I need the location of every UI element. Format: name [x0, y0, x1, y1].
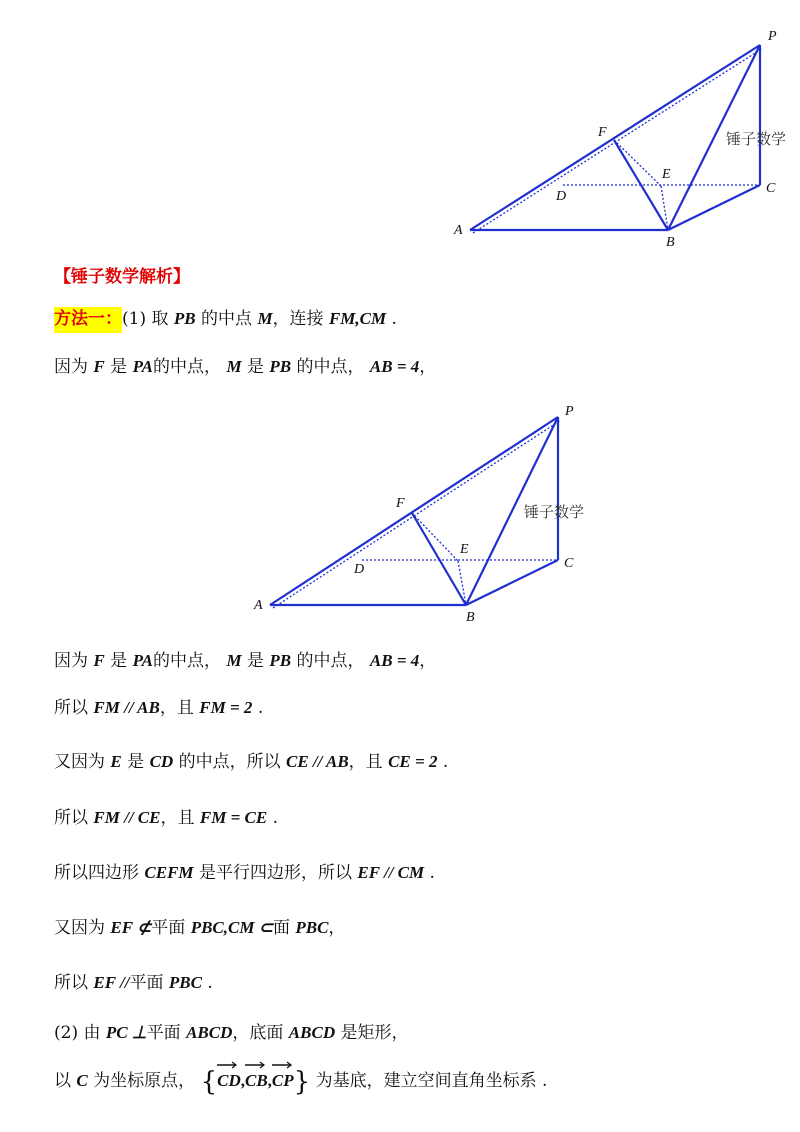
label-c: C	[766, 181, 776, 196]
heading: 【锤子数学解析】	[54, 267, 190, 287]
label-f: F	[598, 125, 607, 140]
text-line-3	[54, 650, 436, 672]
math: M	[226, 651, 242, 670]
text: 是平行四边形，所以	[193, 863, 358, 883]
text: 是	[121, 752, 150, 772]
text: 是	[104, 357, 133, 377]
text: 因为	[54, 651, 94, 671]
math: CEFM	[144, 863, 194, 882]
vector-arrow-icon	[217, 1061, 237, 1069]
left-brace-icon: {	[200, 1067, 218, 1097]
text-line-10	[54, 1022, 409, 1044]
text-line-6	[54, 807, 278, 829]
text: 是	[104, 651, 133, 671]
math: FM,CM	[328, 309, 387, 328]
text: (2) 由	[54, 1023, 106, 1043]
text-line-9	[54, 972, 213, 994]
text: ，且	[348, 752, 389, 772]
figure-mid	[240, 395, 600, 635]
text: 的中点，	[291, 651, 370, 671]
text: 所以	[54, 698, 94, 718]
math: PA	[132, 651, 154, 670]
text: 面	[272, 918, 296, 938]
text: 为基底，建立空间直角坐标系 .	[310, 1071, 548, 1091]
math: EF ⊄	[110, 918, 152, 937]
comma: ,	[240, 1071, 245, 1090]
text-line-5	[54, 751, 448, 773]
math: M	[226, 357, 242, 376]
label-a: A	[254, 598, 263, 613]
label-d: D	[556, 189, 567, 204]
math: FM // CE	[93, 808, 161, 827]
math: E	[110, 752, 122, 771]
text: .	[437, 752, 449, 772]
math: CP	[271, 1071, 294, 1090]
text: 又因为	[54, 918, 111, 938]
text: 是矩形，	[335, 1023, 409, 1043]
math: PC ⊥	[105, 1023, 147, 1042]
text: .	[386, 309, 397, 329]
label-e: E	[662, 167, 671, 182]
right-brace-icon: }	[293, 1067, 311, 1097]
text-line-4	[54, 697, 263, 719]
math: PBC	[295, 918, 329, 937]
vector-cp	[272, 1070, 294, 1092]
text: 所以四边形	[54, 863, 145, 883]
math: AB = 4	[369, 357, 420, 376]
math: FM // AB	[93, 698, 160, 717]
text: 所以	[54, 808, 94, 828]
math: F	[93, 357, 105, 376]
text: .	[267, 808, 279, 828]
math: M	[257, 309, 273, 328]
text: ，	[328, 918, 346, 938]
text: 平面	[146, 1023, 187, 1043]
text-line-11	[54, 1067, 548, 1097]
math: CD	[149, 752, 174, 771]
vector-arrow-icon	[272, 1061, 292, 1069]
math: ABCD	[288, 1023, 336, 1042]
text: 是	[241, 357, 270, 377]
label-b: B	[466, 610, 475, 625]
label-p: P	[768, 29, 777, 44]
math: CE // AB	[286, 752, 349, 771]
vector-cd	[217, 1070, 241, 1092]
text: 所以	[54, 973, 94, 993]
label-d: D	[354, 562, 365, 577]
text-line-8	[54, 917, 345, 939]
vector-cb	[245, 1070, 268, 1092]
math: FM = 2	[199, 698, 253, 717]
watermark: 锤子数学	[524, 503, 585, 521]
text: .	[424, 863, 435, 883]
math: PBC	[168, 973, 202, 992]
text-line-1	[54, 308, 397, 330]
text-line-7	[54, 862, 435, 884]
math: CE = 2	[388, 752, 438, 771]
text: 因为	[54, 357, 94, 377]
text: 的中点	[195, 309, 258, 329]
text: 平面	[151, 918, 191, 938]
comma: ,	[267, 1071, 272, 1090]
text: ，连接	[272, 309, 329, 329]
text: (1) 取	[122, 309, 174, 329]
watermark: 锤子数学	[726, 130, 787, 148]
math: PB	[269, 651, 292, 670]
label-b: B	[666, 235, 675, 250]
label-a: A	[454, 223, 463, 238]
math: PBC,CM ⊂	[190, 918, 273, 937]
text: 的中点，	[153, 651, 227, 671]
math: PB	[173, 309, 196, 328]
method-label: 方法一：	[54, 307, 122, 333]
text: 的中点，	[291, 357, 370, 377]
math: AB = 4	[369, 651, 420, 670]
text: 是	[241, 651, 270, 671]
text: 的中点，	[153, 357, 227, 377]
math: C	[76, 1071, 88, 1090]
figure-top	[440, 20, 800, 260]
math: FM = CE	[199, 808, 268, 827]
text-line-2	[54, 356, 436, 378]
text: ，	[419, 357, 437, 377]
math: EF // CM	[357, 863, 425, 882]
math: CD	[217, 1071, 241, 1090]
math: PB	[269, 357, 292, 376]
label-c: C	[564, 556, 574, 571]
label-p: P	[565, 404, 574, 419]
text: ，且	[160, 808, 200, 828]
math: PA	[132, 357, 154, 376]
label-e: E	[460, 542, 469, 557]
math: CB	[244, 1071, 268, 1090]
text: ，底面	[232, 1023, 289, 1043]
text: 为坐标原点，	[87, 1071, 201, 1091]
math: ABCD	[186, 1023, 233, 1042]
text: ，且	[159, 698, 200, 718]
text: ，	[419, 651, 437, 671]
math: F	[93, 651, 105, 670]
text: .	[252, 698, 264, 718]
text: 又因为	[54, 752, 111, 772]
text: 的中点，所以	[173, 752, 286, 772]
text: 以	[54, 1071, 77, 1091]
vector-arrow-icon	[245, 1061, 265, 1069]
text: 平面	[129, 973, 169, 993]
label-f: F	[396, 496, 405, 511]
math: EF //	[93, 973, 130, 992]
text: .	[201, 973, 213, 993]
